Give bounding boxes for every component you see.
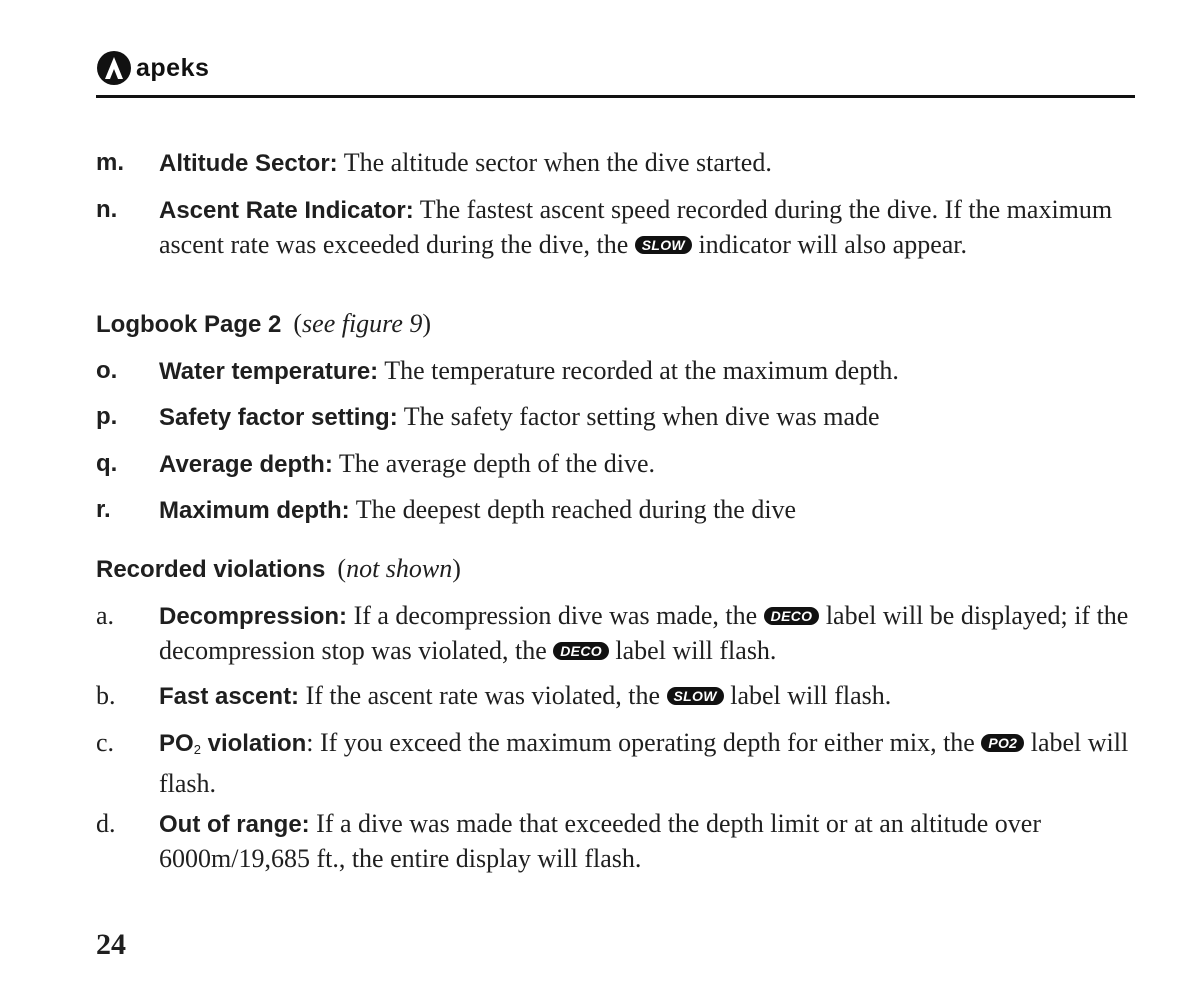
list-item-safety-factor: [96, 400, 1141, 435]
term-po: PO: [159, 730, 194, 757]
section-heading-logbook-page-2: [96, 307, 431, 342]
section-title: Recorded violations: [96, 556, 326, 583]
item-letter: p.: [96, 403, 118, 430]
item-letter: c.: [96, 728, 115, 757]
item-text: : If you exceed the maximum operating depth for either mix, the: [306, 728, 982, 757]
item-term: Fast ascent:: [159, 683, 300, 710]
item-letter: q.: [96, 450, 118, 477]
list-item-average-depth: [96, 447, 1141, 482]
item-text: If a decompression dive was made, the: [347, 601, 764, 630]
item-term: Ascent Rate Indicator:: [159, 197, 414, 224]
item-letter: b.: [96, 681, 116, 710]
item-letter: m.: [96, 149, 125, 176]
list-item-maximum-depth: [96, 493, 1141, 528]
section-heading-recorded-violations: [96, 552, 461, 587]
item-text: If the ascent rate was violated, the: [299, 681, 667, 710]
item-letter: d.: [96, 809, 116, 838]
note-paren-close: ): [452, 554, 461, 583]
item-text-2: label will be displayed; if the decompression stop was violated, the: [159, 601, 1129, 665]
item-text: The temperature recorded at the maximum depth.: [378, 356, 899, 385]
deco-label-badge: DECO: [764, 607, 820, 625]
list-item-altitude-sector: [96, 146, 1141, 181]
term-violation: violation: [200, 730, 307, 757]
item-term: [159, 730, 306, 757]
item-text: The safety factor setting when dive was made: [397, 402, 880, 431]
brand-header: [96, 50, 209, 86]
item-term: Altitude Sector:: [159, 150, 338, 177]
list-item-water-temperature: [96, 354, 1141, 389]
item-letter: r.: [96, 496, 111, 523]
item-term: Water temperature:: [159, 358, 379, 385]
deco-label-badge: DECO: [553, 642, 609, 660]
note-paren-close: ): [422, 309, 432, 338]
slow-label-badge: SLOW: [635, 236, 692, 254]
list-item-decompression: [96, 599, 1141, 668]
note-paren-open: (: [293, 309, 303, 338]
item-term: Maximum depth:: [159, 497, 350, 524]
item-text: The altitude sector when the dive started.: [337, 148, 772, 177]
not-shown-note: not shown: [346, 554, 453, 583]
item-text: The fastest ascent speed recorded during the dive. If the maximum ascent rate was exceeded during the dive, the: [159, 195, 1113, 259]
item-text-2: label will flash.: [159, 728, 1129, 798]
item-letter: a.: [96, 601, 115, 630]
item-text-after: indicator will also appear.: [691, 230, 968, 259]
brand-name: apeks: [136, 53, 210, 82]
section-title: Logbook Page 2: [96, 311, 282, 338]
header-rule: [96, 95, 1135, 98]
list-item-po2-violation: [96, 726, 1141, 801]
apeks-logo-icon: [96, 50, 132, 86]
page-number: 24: [96, 928, 126, 961]
list-item-ascent-rate-indicator: [96, 193, 1141, 262]
item-text: The average depth of the dive.: [332, 449, 656, 478]
item-text-3: label will flash.: [608, 636, 777, 665]
term-subscript: 2: [193, 742, 201, 757]
item-text: If a dive was made that exceeded the depth limit or at an altitude over 6000m/19,685 ft., the entire display will flash.: [159, 809, 1041, 873]
item-letter: o.: [96, 357, 118, 384]
note-paren-open: (: [337, 554, 347, 583]
po2-label-badge: PO2: [981, 734, 1024, 752]
list-item-out-of-range: [96, 807, 1141, 876]
figure-reference: see figure 9: [302, 309, 423, 338]
item-text-2: label will flash.: [723, 681, 892, 710]
item-term: Out of range:: [159, 811, 310, 838]
slow-label-badge: SLOW: [667, 687, 724, 705]
item-letter: n.: [96, 196, 118, 223]
item-term: Decompression:: [159, 603, 348, 630]
item-text: The deepest depth reached during the dive: [349, 495, 797, 524]
item-term: Safety factor setting:: [159, 404, 398, 431]
item-term: Average depth:: [159, 451, 333, 478]
list-item-fast-ascent: [96, 679, 1141, 714]
